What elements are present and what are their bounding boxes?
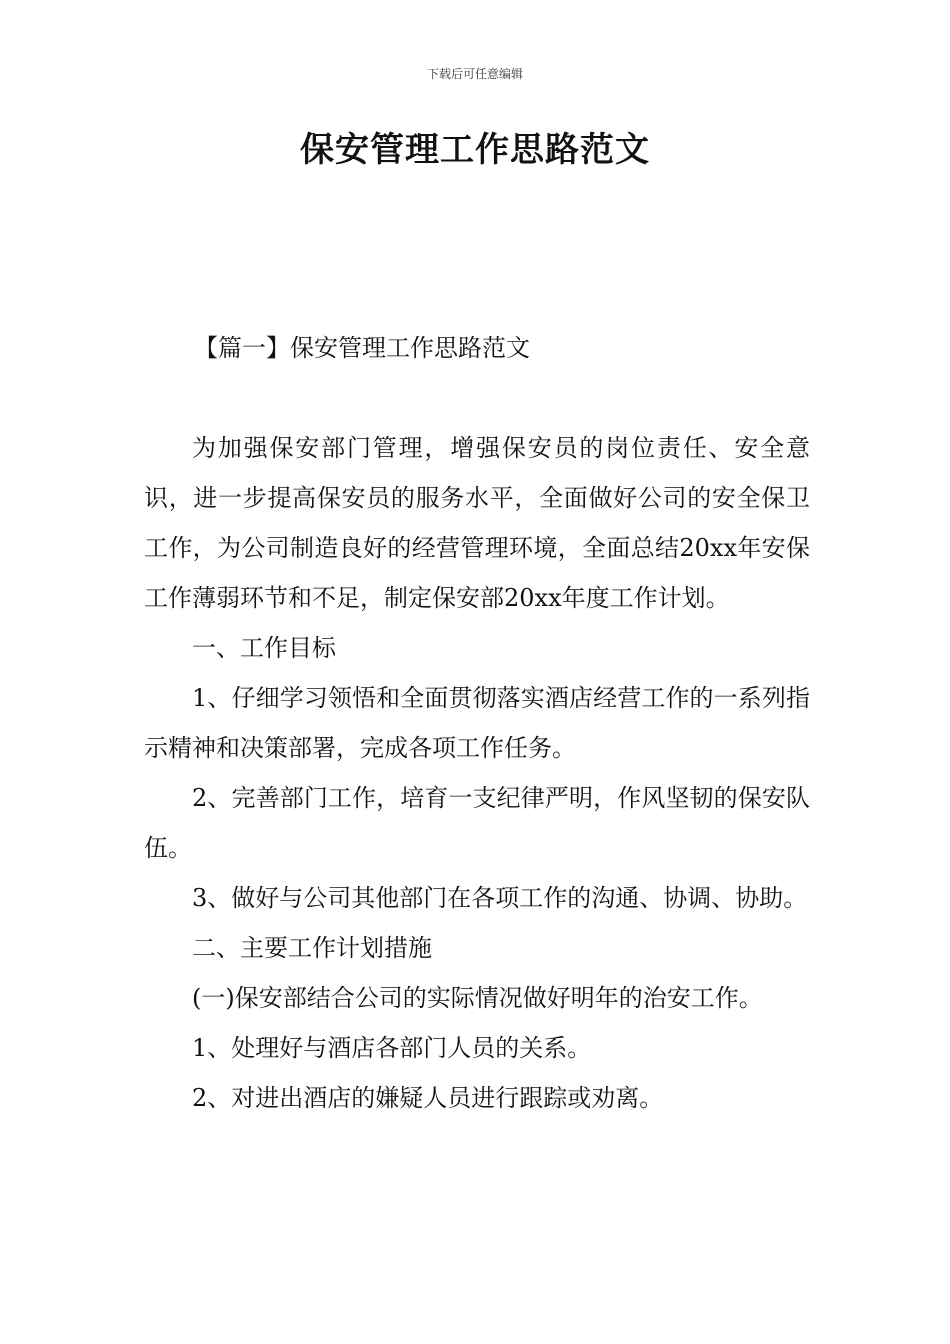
header-note: 下载后可任意编辑 <box>426 67 523 81</box>
section-heading: 【篇一】保安管理工作思路范文 <box>194 334 530 362</box>
goal-item-1: 1、仔细学习领悟和全面贯彻落实酒店经营工作的一系列指示精神和决策部署，完成各项工作任务。 <box>144 684 810 762</box>
document-title: 保安管理工作思路范文 <box>300 130 650 170</box>
heading-work-goals: 一、工作目标 <box>192 634 336 662</box>
measure-item-2: 2、对进出酒店的嫌疑人员进行跟踪或劝离。 <box>192 1084 664 1112</box>
document-body <box>144 423 810 1123</box>
heading-main-measures: 二、主要工作计划措施 <box>192 934 432 962</box>
goal-item-2: 2、完善部门工作，培育一支纪律严明，作风坚韧的保安队伍。 <box>144 784 810 862</box>
goal-item-3: 3、做好与公司其他部门在各项工作的沟通、协调、协助。 <box>192 884 808 912</box>
paragraph-intro: 为加强保安部门管理，增强保安员的岗位责任、安全意识，进一步提高保安员的服务水平，全面做好公司的安全保卫工作，为公司制造良好的经营管理环境，全面总结20xx年安保工作薄弱环节和不足，制定保安部20xx年度工作计划。 <box>144 434 810 612</box>
measure-subheading-1: (一)保安部结合公司的实际情况做好明年的治安工作。 <box>192 984 763 1012</box>
measure-item-1: 1、处理好与酒店各部门人员的关系。 <box>192 1034 592 1062</box>
